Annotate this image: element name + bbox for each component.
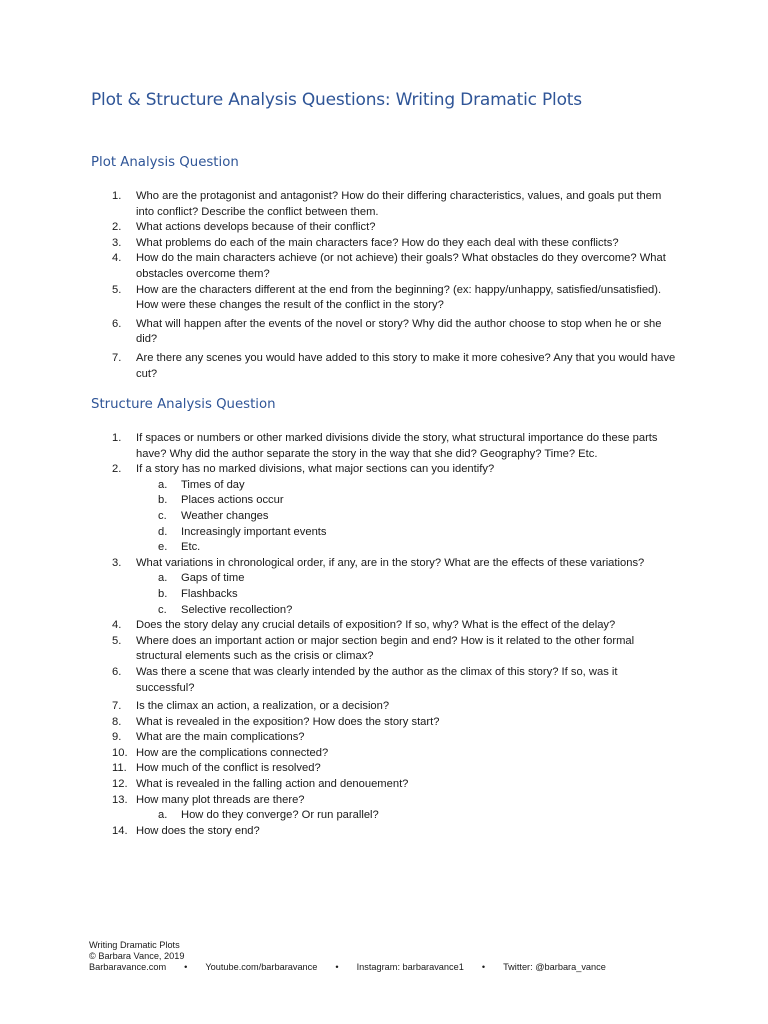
- footer-link-twitter[interactable]: Twitter: @barbara_vance: [503, 962, 606, 972]
- question-number: 1.: [112, 432, 122, 444]
- page-footer: [89, 940, 606, 973]
- question-text: How does the story end?: [136, 824, 260, 837]
- footer-separator: •: [481, 962, 486, 972]
- question-item: [0, 462, 768, 556]
- question-text: Was there a scene that was clearly intended by the author as the climax of this story? If so, was it successful?: [136, 665, 618, 694]
- question-number: 3.: [112, 236, 122, 249]
- question-number: 9.: [112, 731, 122, 744]
- sub-question-letter: c.: [158, 509, 167, 522]
- sub-question-letter: b.: [158, 587, 168, 600]
- question-text: What variations in chronological order, if any, are in the story? What are the effects of these variations?: [136, 556, 645, 569]
- question-number: 2.: [112, 221, 122, 234]
- question-text: What is revealed in the falling action and denouement?: [136, 778, 409, 791]
- question-item: [0, 699, 768, 715]
- question-number: 2.: [112, 463, 122, 476]
- question-item: [0, 777, 768, 793]
- question-number: 11.: [112, 762, 127, 775]
- footer-copyright: © Barbara Vance, 2019: [89, 951, 185, 961]
- question-item: [0, 317, 768, 348]
- sub-question-text: Places actions occur: [181, 494, 284, 507]
- sub-question-text: Increasingly important events: [181, 525, 327, 538]
- question-item: [0, 556, 768, 618]
- question-text: What are the main complications?: [136, 731, 305, 744]
- sub-question-item: [0, 509, 676, 525]
- question-text: Where does an important action or major section begin and end? How is it related to the other formal structural elements such as the crisis or climax?: [136, 634, 635, 663]
- question-number: 13.: [112, 793, 128, 806]
- sub-question-text: Weather changes: [181, 509, 269, 522]
- question-item: [0, 431, 768, 462]
- footer-separator: •: [184, 962, 188, 972]
- question-item: [0, 824, 768, 840]
- question-item: [0, 251, 768, 282]
- sub-question-list: [136, 478, 676, 556]
- question-number: 7.: [112, 351, 122, 364]
- sub-question-letter: e.: [158, 541, 168, 554]
- footer-link-instagram[interactable]: Instagram: barbaravance1: [356, 962, 464, 972]
- structure-section-heading: Structure Analysis Question: [91, 397, 276, 412]
- question-number: 14.: [112, 824, 128, 837]
- question-item: [0, 634, 768, 665]
- question-number: 10.: [112, 746, 128, 759]
- structure-question-list: [0, 431, 768, 839]
- sub-question-text: Selective recollection?: [181, 603, 293, 616]
- plot-question-list: [0, 189, 768, 382]
- question-number: 8.: [112, 715, 122, 728]
- sub-question-text: Gaps of time: [181, 572, 245, 585]
- question-text: How many plot threads are there?: [136, 793, 305, 806]
- sub-question-letter: a.: [158, 572, 168, 585]
- question-item: [0, 618, 768, 634]
- sub-question-text: How do they converge? Or run parallel?: [181, 809, 379, 822]
- question-number: 1.: [112, 190, 122, 202]
- sub-question-list: [136, 808, 676, 824]
- question-text: What problems do each of the main characters face? How do they each deal with these conflicts?: [136, 236, 619, 249]
- question-text: How much of the conflict is resolved?: [136, 762, 321, 775]
- question-text: Does the story delay any crucial details of exposition? If so, why? What is the effect of the delay?: [136, 619, 616, 632]
- footer-separator: •: [335, 962, 339, 972]
- question-item: [0, 236, 768, 252]
- question-item: [0, 220, 768, 236]
- sub-question-letter: c.: [158, 603, 167, 616]
- sub-question-letter: b.: [158, 494, 168, 507]
- footer-link-website[interactable]: Barbaravance.com: [89, 962, 167, 972]
- question-number: 4.: [112, 619, 122, 632]
- sub-question-item: [0, 808, 676, 824]
- question-item: [0, 793, 768, 824]
- sub-question-item: [0, 493, 676, 509]
- question-text: What is revealed in the exposition? How does the story start?: [136, 715, 440, 728]
- sub-question-item: [0, 525, 676, 541]
- footer-links: [89, 962, 606, 973]
- question-item: [0, 761, 768, 777]
- question-number: 4.: [112, 252, 122, 265]
- sub-question-letter: a.: [158, 478, 168, 491]
- sub-question-list: [136, 571, 676, 618]
- sub-question-letter: a.: [158, 809, 168, 822]
- sub-question-text: Times of day: [181, 478, 245, 491]
- question-number: 5.: [112, 634, 122, 647]
- question-text: Who are the protagonist and antagonist? How do their differing characteristics, values, and goals put them into conflict? Describe the conflict between them.: [136, 190, 662, 218]
- question-text: Is the climax an action, a realization, or a decision?: [136, 700, 390, 713]
- sub-question-item: [0, 478, 676, 494]
- question-number: 6.: [112, 665, 122, 678]
- sub-question-text: Etc.: [181, 541, 201, 554]
- question-item: [0, 730, 768, 746]
- footer-doc-title: Writing Dramatic Plots: [89, 940, 180, 950]
- sub-question-item: [0, 571, 676, 587]
- question-text: If a story has no marked divisions, what major sections can you identify?: [136, 463, 495, 476]
- question-number: 3.: [112, 556, 122, 569]
- question-item: [0, 189, 768, 220]
- question-number: 5.: [112, 283, 122, 296]
- sub-question-item: [0, 603, 676, 619]
- plot-section-heading: Plot Analysis Question: [91, 155, 239, 170]
- question-text: Are there any scenes you would have added to this story to make it more cohesive? Any that you would have cut?: [136, 351, 676, 380]
- question-text: How do the main characters achieve (or not achieve) their goals? What obstacles do they overcome? What obstacles overcome them?: [136, 252, 666, 280]
- sub-question-item: [0, 587, 676, 603]
- question-item: [0, 351, 768, 382]
- question-text: How are the characters different at the end from the beginning? (ex: happy/unhappy, satisfied/unsatisfied). How were these changes the result of the conflict in the story?: [136, 283, 662, 312]
- question-item: [0, 746, 768, 762]
- footer-link-youtube[interactable]: Youtube.com/barbaravance: [205, 962, 318, 972]
- question-number: 7.: [112, 700, 122, 713]
- question-number: 6.: [112, 317, 122, 330]
- question-text: What actions develops because of their conflict?: [136, 221, 376, 234]
- question-item: [0, 715, 768, 731]
- question-item: [0, 283, 768, 314]
- question-text: If spaces or numbers or other marked divisions divide the story, what structural importance do these parts have? Why did the author separate the story in the way that she did? Geography? Time? Etc.: [136, 432, 658, 460]
- question-item: [0, 665, 768, 696]
- question-text: How are the complications connected?: [136, 746, 329, 759]
- document-title: Plot & Structure Analysis Questions: Writing Dramatic Plots: [91, 90, 582, 110]
- question-number: 12.: [112, 778, 128, 791]
- sub-question-letter: d.: [158, 525, 168, 538]
- sub-question-text: Flashbacks: [181, 587, 238, 600]
- sub-question-item: [0, 540, 676, 556]
- question-text: What will happen after the events of the novel or story? Why did the author choose to stop when he or she did?: [136, 317, 662, 346]
